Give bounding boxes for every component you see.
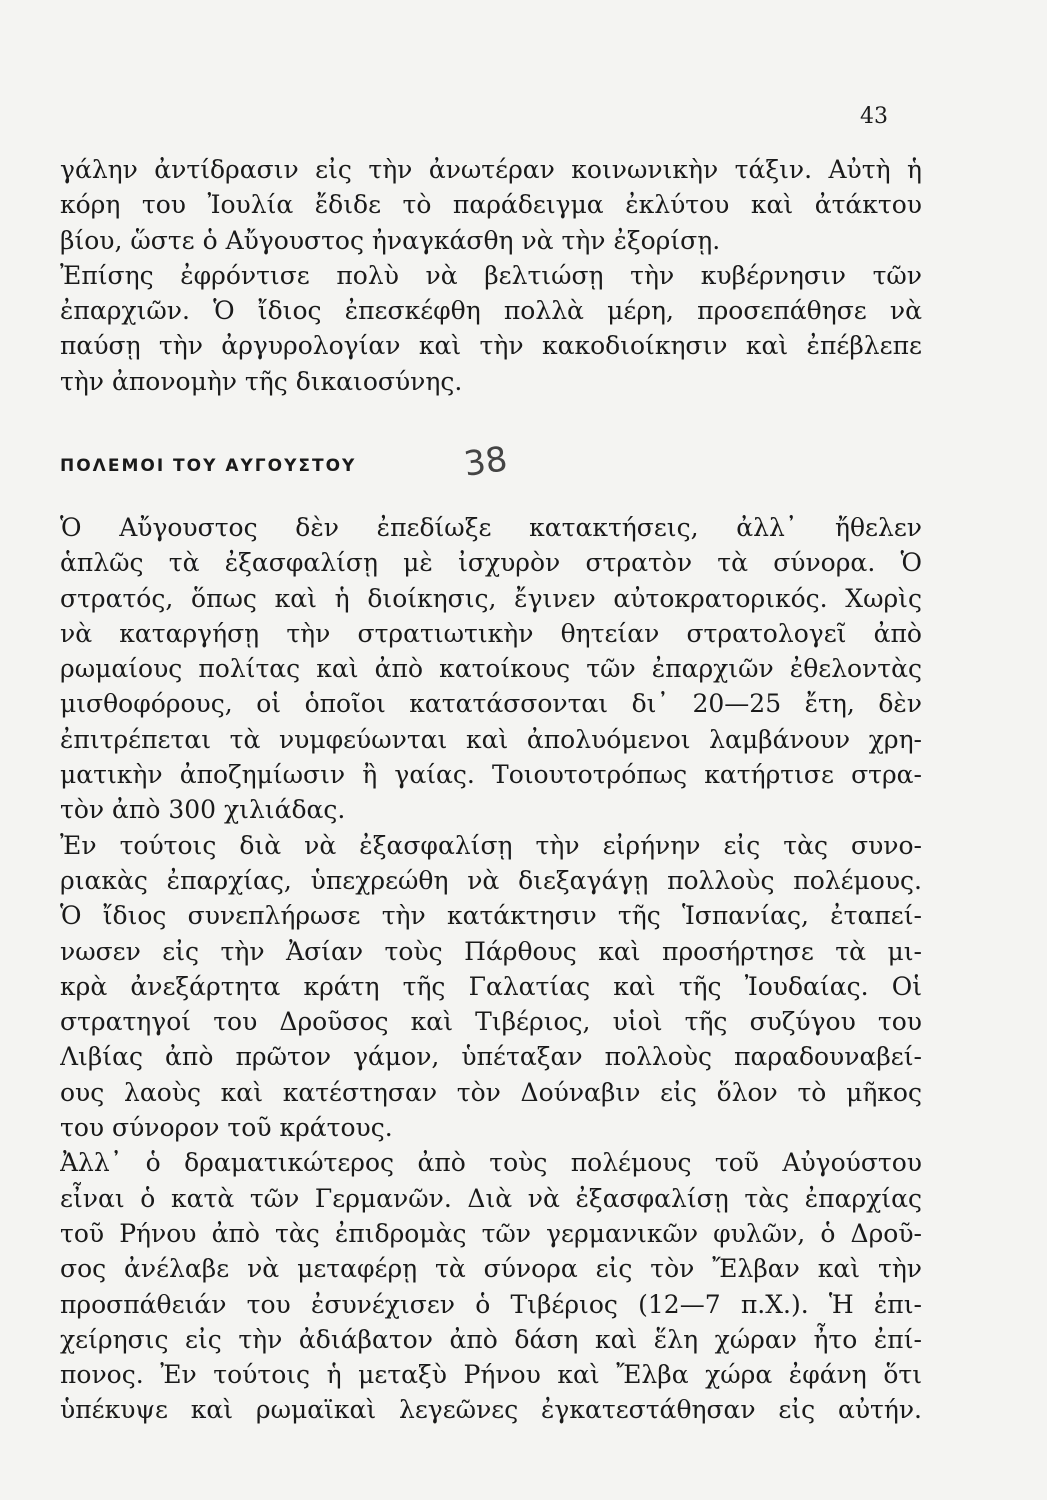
text-line: τὸν ἀπὸ 300 χιλιάδας. [60,795,346,825]
text-line: Ἀλλ᾽ ὁ δραματικώτερος ἀπὸ τοὺς πολέμους τοῦ Αὐγούστου [60,1148,922,1178]
section-heading: ΠΟΛΕΜΟΙ ΤΟΥ ΑΥΓΟΥΣΤΟΥ [60,456,357,476]
text-line: ρωμαίους πολίτας καὶ ἀπὸ κατοίκους τῶν ἐπαρχιῶν ἐθελοντὰς [60,654,922,684]
text-line: στρατηγοί του Δροῦσος καὶ Τιβέριος, υἱοὶ τῆς συζύγου του [60,1007,922,1037]
text-line: γάλην ἀντίδρασιν εἰς τὴν ἀνωτέραν κοινωνικὴν τάξιν. Αὐτὴ ἡ [60,155,922,184]
handwritten-margin-note: 38 [461,439,510,485]
text-line: νωσεν εἰς τὴν Ἀσίαν τοὺς Πάρθους καὶ προσήρτησε τὰ μι- [60,936,922,966]
text-line: ἐπιτρέπεται τὰ νυμφεύωνται καὶ ἀπολυόμενοι λαμβάνουν χρη- [60,724,922,754]
text-line: Ὁ Αὔγουστος δὲν ἐπεδίωξε κατακτήσεις, ἀλλ᾽ ἤθελεν [60,513,922,542]
paragraph-block-intro [60,152,922,399]
text-line: κόρη του Ἰουλία ἔδιδε τὸ παράδειγμα ἐκλύτου καὶ ἀτάκτου [60,190,922,220]
text-line: τοῦ Ρήνου ἀπὸ τὰς ἐπιδρομὰς τῶν γερμανικῶν φυλῶν, ὁ Δροῦ- [60,1218,922,1248]
text-line: Ἐν τούτοις διὰ νὰ ἐξασφαλίσῃ τὴν εἰρήνην εἰς τὰς συνο- [60,830,922,860]
text-line: χείρησις εἰς τὴν ἀδιάβατον ἀπὸ δάση καὶ ἕλη χώραν ἦτο ἐπί- [60,1324,922,1354]
text-line: προσπάθειάν του ἐσυνέχισεν ὁ Τιβέριος (12—7 π.Χ.). Ἡ ἐπι- [60,1289,922,1319]
paragraph-block-wars [60,510,922,1428]
text-line: εἶναι ὁ κατὰ τῶν Γερμανῶν. Διὰ νὰ ἐξασφαλίσῃ τὰς ἐπαρχίας [60,1183,922,1213]
text-line: ους λαοὺς καὶ κατέστησαν τὸν Δούναβιν εἰς ὅλον τὸ μῆκος [60,1077,922,1107]
text-line: παύσῃ τὴν ἀργυρολογίαν καὶ τὴν κακοδιοίκησιν καὶ ἐπέβλεπε [60,331,922,361]
text-line: ριακὰς ἐπαρχίας, ὑπεχρεώθη νὰ διεξαγάγῃ πολλοὺς πολέμους. [60,865,922,895]
text-line: Ὁ ἴδιος συνεπλήρωσε τὴν κατάκτησιν τῆς Ἱσπανίας, ἐταπεί- [60,901,922,931]
text-line: νὰ καταργήσῃ τὴν στρατιωτικὴν θητείαν στρατολογεῖ ἀπὸ [60,618,922,648]
text-line: ἐπαρχιῶν. Ὁ ἴδιος ἐπεσκέφθη πολλὰ μέρη, προσεπάθησε νὰ [60,296,922,326]
text-line: ὑπέκυψε καὶ ρωμαϊκαὶ λεγεῶνες ἐγκατεστάθησαν εἰς αὐτήν. [60,1395,922,1425]
text-line: Ἐπίσης ἐφρόντισε πολὺ νὰ βελτιώσῃ τὴν κυβέρνησιν τῶν [60,260,922,290]
text-line: ἁπλῶς τὰ ἐξασφαλίσῃ μὲ ἰσχυρὸν στρατὸν τὰ σύνορα. Ὁ [60,548,922,578]
text-line: κρὰ ἀνεξάρτητα κράτη τῆς Γαλατίας καὶ τῆς Ἰουδαίας. Οἱ [60,971,922,1001]
text-line: στρατός, ὅπως καὶ ἡ διοίκησις, ἔγινεν αὐτοκρατορικός. Χωρὶς [60,583,922,613]
text-line: ματικὴν ἀποζημίωσιν ἢ γαίας. Τοιουτοτρόπως κατήρτισε στρα- [60,760,922,790]
text-line: πονος. Ἐν τούτοις ἡ μεταξὺ Ρήνου καὶ Ἔλβα χώρα ἐφάνη ὅτι [60,1360,922,1390]
text-line: Λιβίας ἀπὸ πρῶτον γάμον, ὑπέταξαν πολλοὺς παραδουναβεί- [60,1042,922,1072]
text-line: μισθοφόρους, οἱ ὁποῖοι κατατάσσονται δι᾽ 20—25 ἔτη, δὲν [60,689,922,719]
text-line: σος ἀνέλαβε νὰ μεταφέρῃ τὰ σύνορα εἰς τὸν Ἔλβαν καὶ τὴν [60,1254,922,1284]
text-line: τὴν ἀπονομὴν τῆς δικαιοσύνης. [60,366,463,396]
text-line: του σύνορον τοῦ κράτους. [60,1113,393,1143]
page-number: 43 [860,104,888,129]
text-line: βίου, ὥστε ὁ Αὔγουστος ἠναγκάσθη νὰ τὴν ἐξορίσῃ. [60,225,721,255]
